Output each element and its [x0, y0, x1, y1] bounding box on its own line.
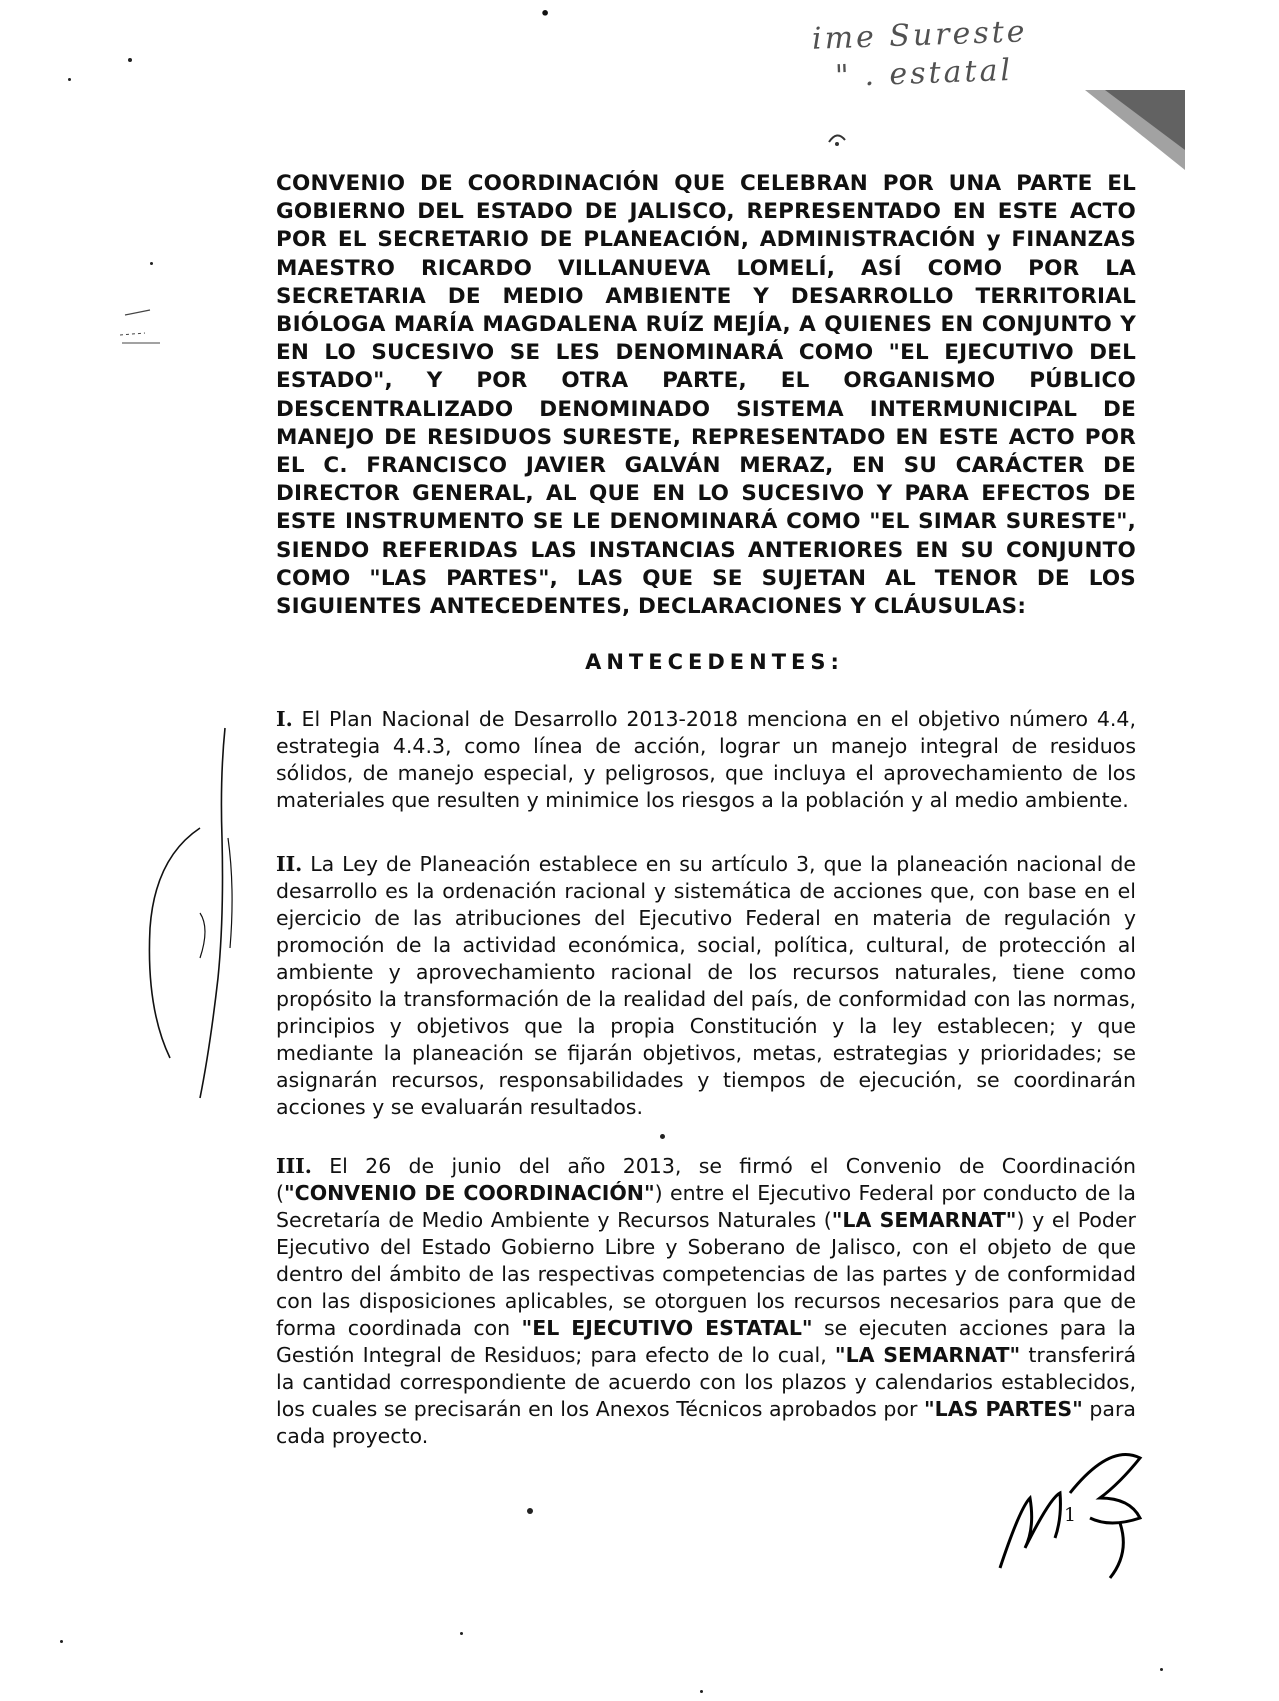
paragraph-number: III. — [276, 1154, 312, 1178]
defined-term-semarnat: "LA SEMARNAT" — [831, 1208, 1017, 1232]
paragraph-text: se ejecuten acciones para la Gestión Integral de Residuos; para efecto de lo cual, — [276, 1316, 1136, 1367]
defined-term-las-partes: "LAS PARTES" — [923, 1397, 1083, 1421]
ink-speck — [1160, 1668, 1163, 1671]
paragraph-text: La Ley de Planeación establece en su artículo 3, que la planeación nacional de desarrollo es la ordenación racional y sistemática de acciones que, con base en el ejercicio de las atribuciones del Ejecutivo Federal en materia de regulación y promoción de la actividad económica, social, política, cultural, de protección al ambiente y aprovechamiento racional de los recursos naturales, tiene como propósito la transformación de la realidad del país, de conformidad con las normas, principios y objetivos que la propia Constitución y la ley establecen; y que mediante la planeación se fijarán objetivos, metas, estrategias y prioridades; se asignarán recursos, responsabilidades y tiempos de ejecución, se coordinarán acciones y se evaluarán resultados. — [276, 852, 1136, 1119]
paragraph-text: El 26 de junio del año 2013, se firmó el Convenio de Coordinación ( — [276, 1154, 1136, 1205]
ink-speck — [60, 1640, 63, 1643]
paragraph-antecedent-1 — [276, 706, 1136, 814]
handwritten-note-line-2: " . estatal — [834, 52, 1014, 95]
paragraph-text: para cada proyecto. — [276, 1397, 1136, 1448]
ink-speck — [128, 58, 132, 62]
margin-signature — [140, 718, 260, 1118]
defined-term-semarnat: "LA SEMARNAT" — [834, 1343, 1021, 1367]
paragraph-antecedent-3 — [276, 1153, 1136, 1450]
ink-speck — [700, 1690, 703, 1693]
agreement-title: CONVENIO DE COORDINACIÓN QUE CELEBRAN POR UNA PARTE EL GOBIERNO DEL ESTADO DE JALISCO, REPRESENTADO EN ESTE ACTO POR EL SECRETARIO DE PLANEACIÓN, ADMINISTRACIÓN y FINANZAS MAESTRO RICARDO VILLANUEVA LOMELÍ, ASÍ COMO POR LA SECRETARIA DE MEDIO AMBIENTE Y DESARROLLO TERRITORIAL BIÓLOGA MARÍA MAGDALENA RUÍZ MEJÍA, A QUIENES EN CONJUNTO Y EN LO SUCESIVO SE LES DENOMINARÁ COMO "EL EJECUTIVO DEL ESTADO", Y POR OTRA PARTE, EL ORGANISMO PÚBLICO DESCENTRALIZADO DENOMINADO SISTEMA INTERMUNICIPAL DE MANEJO DE RESIDUOS SURESTE, REPRESENTADO EN ESTE ACTO POR EL C. FRANCISCO JAVIER GALVÁN MERAZ, EN SU CARÁCTER DE DIRECTOR GENERAL, AL QUE EN LO SUCESIVO Y PARA EFECTOS DE ESTE INSTRUMENTO SE LE DENOMINARÁ COMO "EL SIMAR SURESTE", SIENDO REFERIDAS LAS INSTANCIAS ANTERIORES EN SU CONJUNTO COMO "LAS PARTES", LAS QUE SE SUJETAN AL TENOR DE LOS SIGUIENTES ANTECEDENTES, DECLARACIONES Y CLÁUSULAS: — [276, 171, 1136, 620]
defined-term-ejecutivo-estatal: "EL EJECUTIVO ESTATAL" — [521, 1316, 813, 1340]
ink-speck — [460, 1632, 463, 1635]
section-heading-antecedentes: ANTECEDENTES: — [585, 650, 844, 674]
ink-speck — [150, 262, 153, 265]
ink-speck — [68, 78, 71, 81]
ink-speck — [660, 1134, 665, 1139]
margin-scribble — [120, 305, 180, 365]
page-number: 1 — [1064, 1504, 1077, 1526]
paragraph-number: II. — [276, 852, 303, 876]
paragraph-antecedent-2 — [276, 851, 1136, 1121]
top-ink-mark: • — [540, 4, 551, 23]
defined-term-convenio: "CONVENIO DE COORDINACIÓN" — [284, 1181, 655, 1205]
small-ink-mark — [826, 128, 848, 148]
corner-stamp-mark — [1085, 90, 1185, 170]
paragraph-text: El Plan Nacional de Desarrollo 2013-2018 menciona en el objetivo número 4.4, estrategia 4.4.3, como línea de acción, lograr un manejo integral de residuos sólidos, de manejo especial, y peligrosos, que incluya el aprovechamiento de los materiales que resulten y minimice los riesgos a la población y al medio ambiente. — [276, 707, 1136, 812]
paragraph-number: I. — [276, 707, 293, 731]
paragraph-text: ) y el Poder Ejecutivo del Estado Gobierno Libre y Soberano de Jalisco, con el objeto de que dentro del ámbito de las respectivas competencias de las partes y de conformidad con las disposiciones aplicables, se otorguen los recursos necesarios para que de forma coordinada con — [276, 1208, 1136, 1340]
ink-speck — [527, 1508, 533, 1514]
paragraph-text: transferirá la cantidad correspondiente de acuerdo con los plazos y calendarios establecidos, los cuales se precisarán en los Anexos Técnicos aprobados por — [276, 1343, 1137, 1421]
handwritten-note-line-1: ime Sureste — [811, 14, 1029, 57]
paragraph-text: ) entre el Ejecutivo Federal por conducto de la Secretaría de Medio Ambiente y Recursos Naturales ( — [276, 1181, 1136, 1232]
